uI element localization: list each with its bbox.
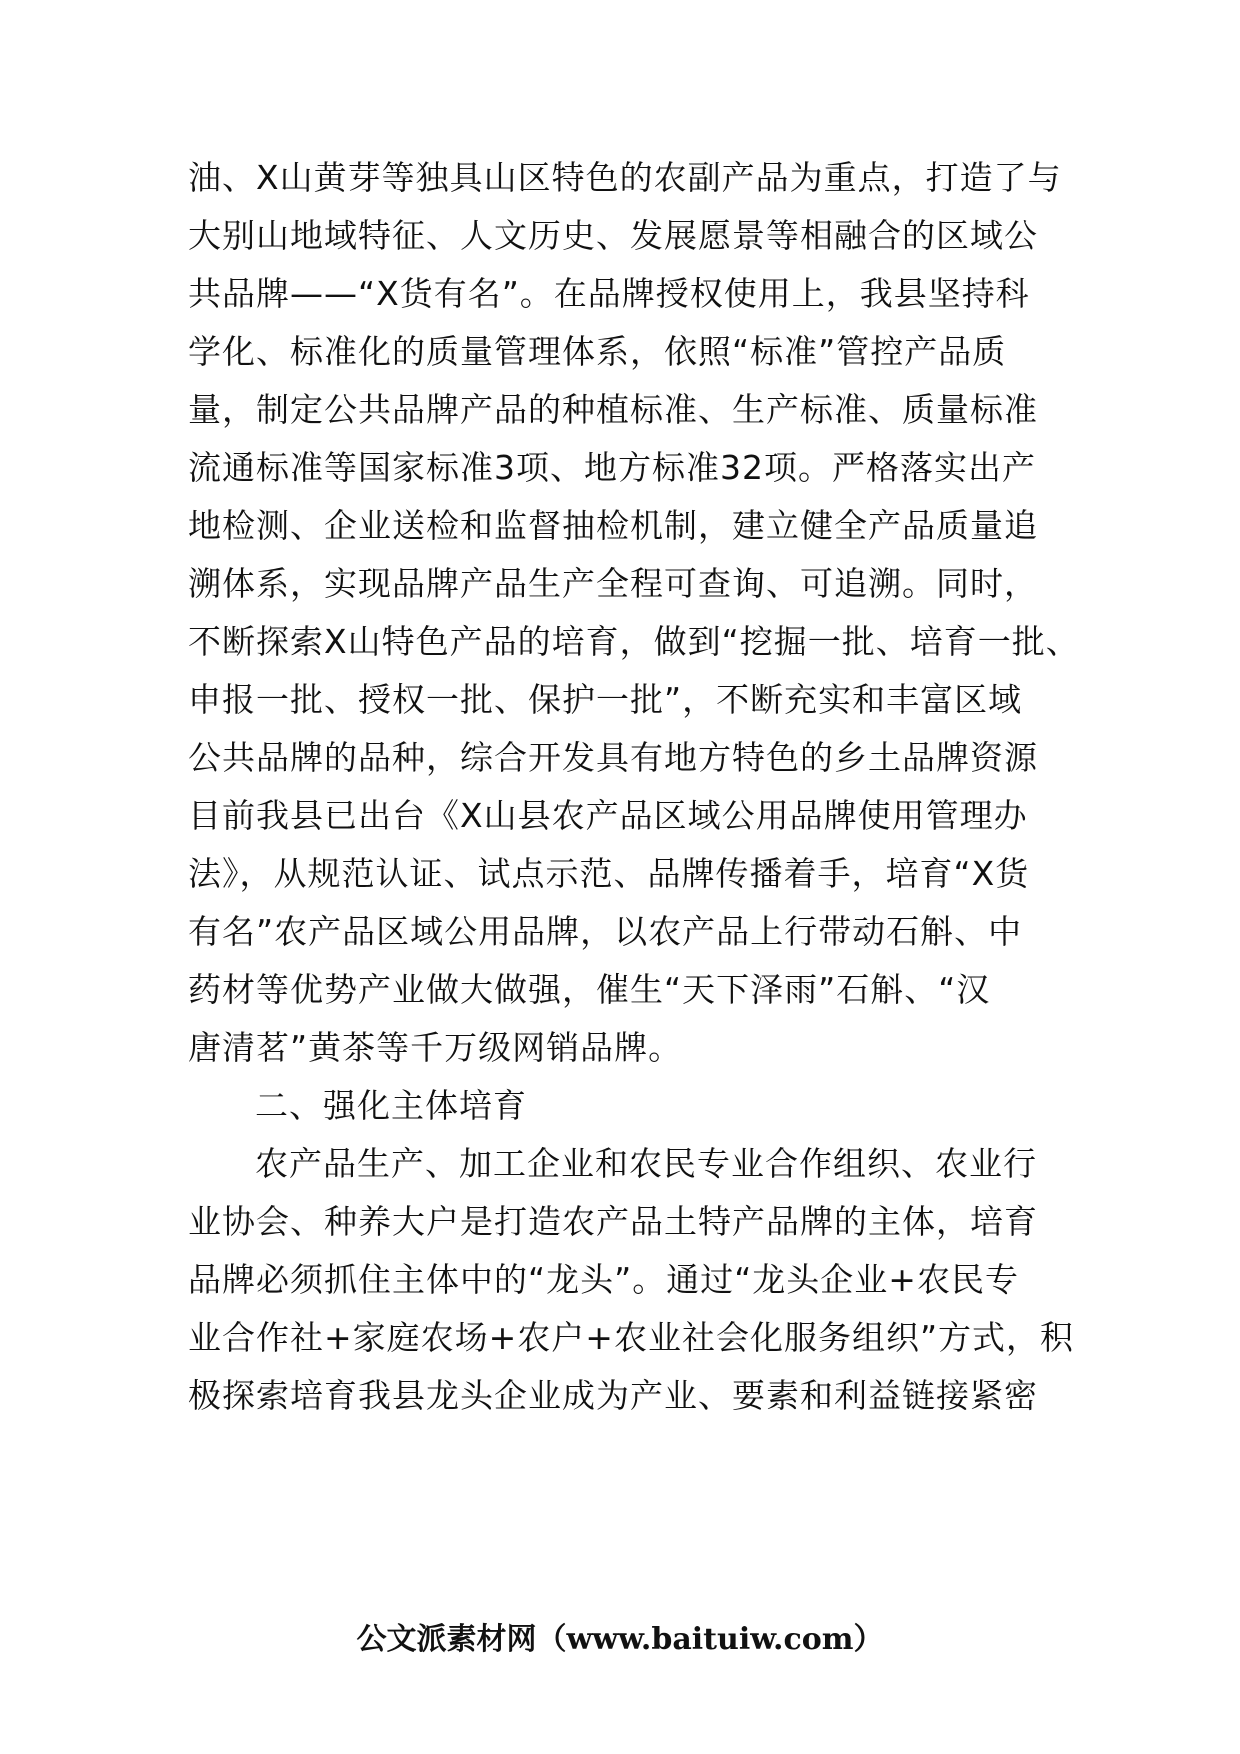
paragraph-line: 有名”农产品区域公用品牌，以农产品上行带动石斛、中: [188, 912, 1023, 951]
paragraph-line: 油、X山黄芽等独具山区特色的农副产品为重点，打造了与: [188, 158, 1062, 197]
paragraph-line: 溯体系，实现品牌产品生产全程可查询、可追溯。同时，: [188, 564, 1038, 603]
paragraph-line: 申报一批、授权一批、保护一批”，不断充实和丰富区域: [188, 680, 1023, 719]
paragraph-line: 公共品牌的品种，综合开发具有地方特色的乡土品牌资源: [188, 738, 1038, 777]
paragraph-line: 流通标准等国家标准3项、地方标准32项。严格落实出产: [188, 448, 1036, 487]
paragraph-line: 共品牌——“X货有名”。在品牌授权使用上，我县坚持科: [188, 274, 1030, 313]
paragraph-line: 农产品生产、加工企业和农民专业合作组织、农业行: [255, 1144, 1037, 1183]
paragraph-line: 业合作社+家庭农场+农户+农业社会化服务组织”方式，积: [188, 1318, 1075, 1357]
paragraph-line: 唐清茗”黄茶等千万级网销品牌。: [188, 1028, 683, 1067]
paragraph-line: 药材等优势产业做大做强，催生“天下泽雨”石斛、“汉: [188, 970, 991, 1009]
paragraph-line: 不断探索X山特色产品的培育，做到“挖掘一批、培育一批、: [188, 622, 1080, 661]
paragraph-line: 品牌必须抓住主体中的“龙头”。通过“龙头企业+农民专: [188, 1260, 1019, 1299]
paragraph-line: 地检测、企业送检和监督抽检机制，建立健全产品质量追: [188, 506, 1038, 545]
paragraph-line: 学化、标准化的质量管理体系，依照“标准”管控产品质: [188, 332, 1007, 371]
paragraph-line: 目前我县已出台《X山县农产品区域公用品牌使用管理办: [188, 796, 1028, 835]
paragraph-line: 极探索培育我县龙头企业成为产业、要素和利益链接紧密: [188, 1376, 1038, 1415]
footer-watermark: 公文派素材网（www.baituiw.com）: [356, 1622, 884, 1657]
paragraph-line: 业协会、种养大户是打造农产品土特产品牌的主体，培育: [188, 1202, 1038, 1241]
section-heading: 二、强化主体培育: [255, 1086, 527, 1125]
paragraph-line: 量，制定公共品牌产品的种植标准、生产标准、质量标准: [188, 390, 1038, 429]
paragraph-line: 大别山地域特征、人文历史、发展愿景等相融合的区域公: [188, 216, 1038, 255]
paragraph-line: 法》，从规范认证、试点示范、品牌传播着手，培育“X货: [188, 854, 1030, 893]
